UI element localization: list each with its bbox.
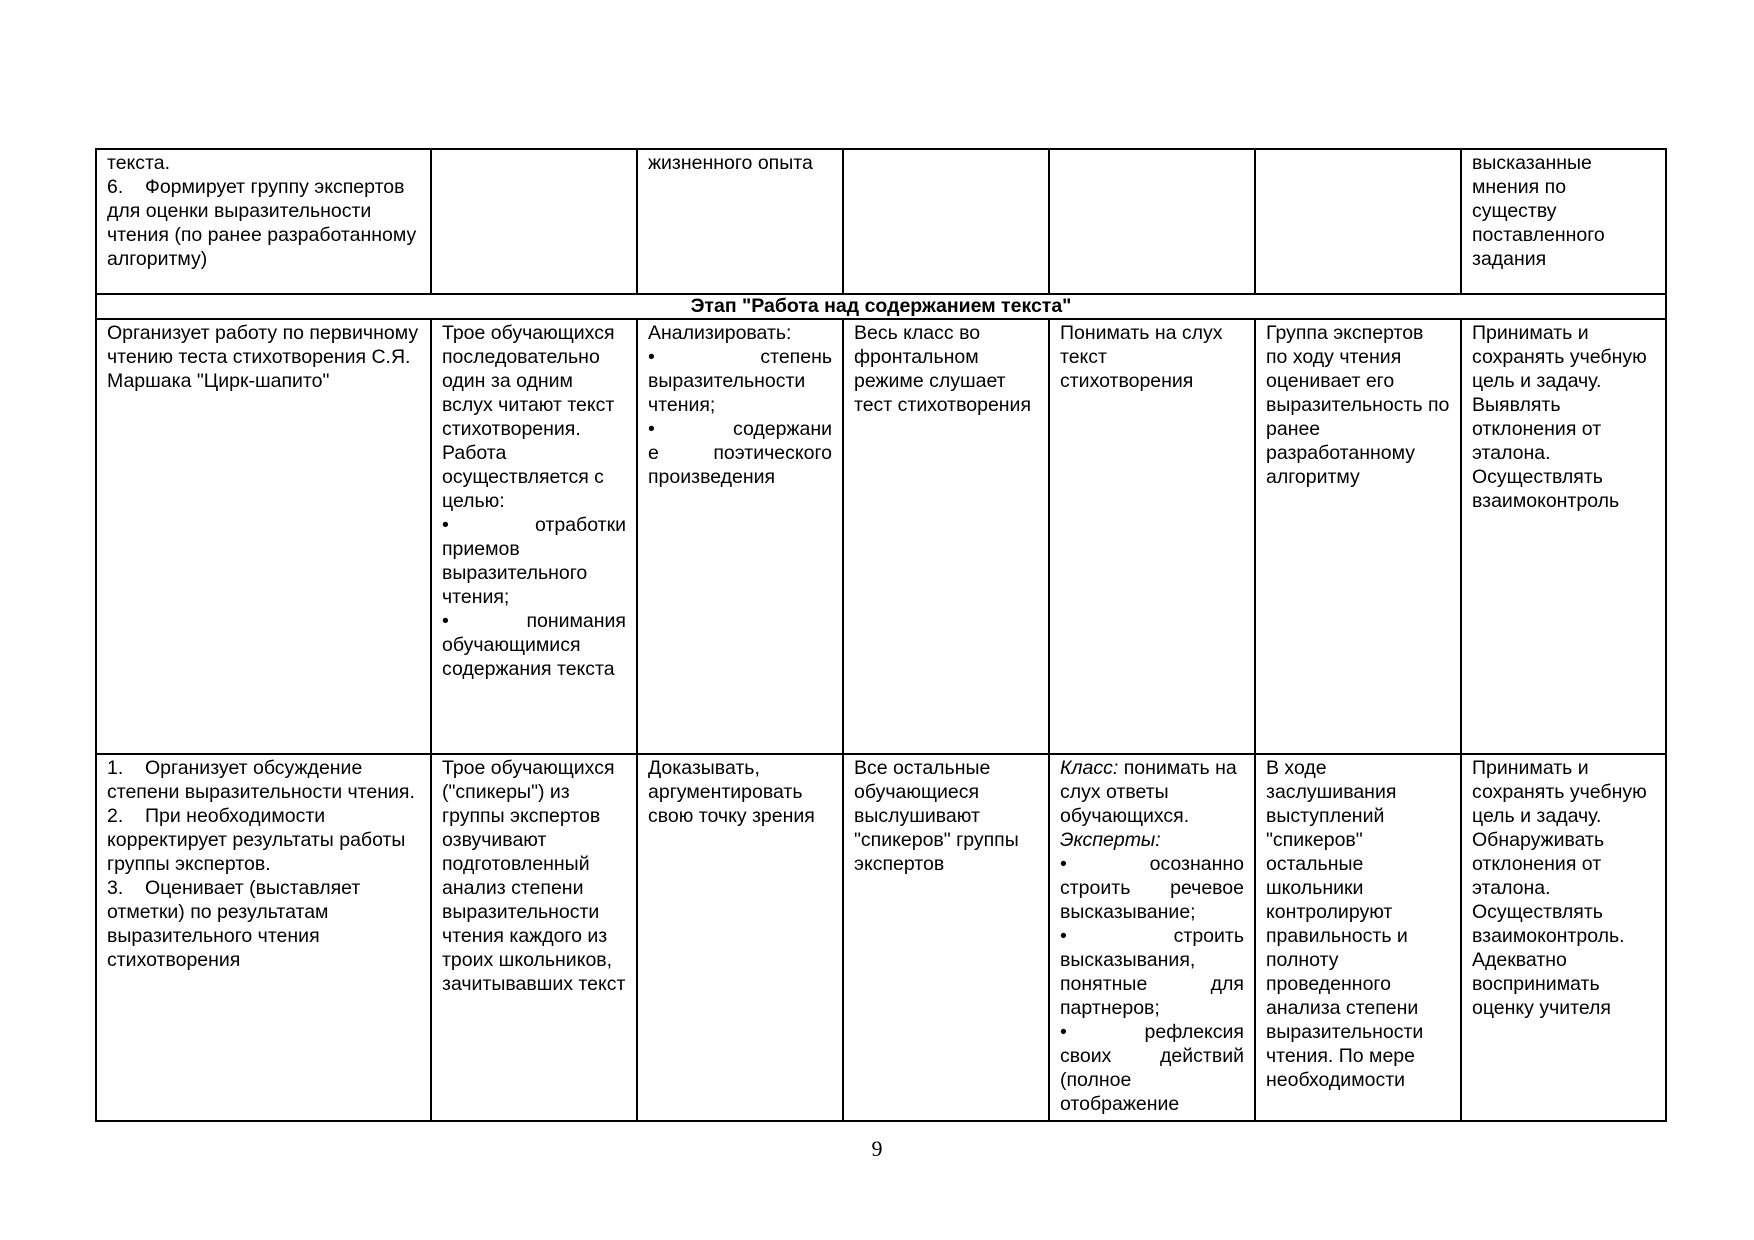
cell-text: Группа экспертов по ходу чтения оценивает его выразительность по ранее разработанному алгоритму bbox=[1255, 319, 1461, 754]
table-row bbox=[96, 319, 1666, 754]
class-label: Класс: bbox=[1060, 757, 1119, 779]
student-activity-cell bbox=[431, 149, 637, 294]
numbered-item: 2. При необходимости корректирует результаты работы группы экспертов. bbox=[107, 805, 406, 875]
bullet-item: • осознанно строить речевое высказывание; bbox=[1060, 853, 1244, 923]
bullet-item: • степень выразительности чтения; bbox=[648, 346, 832, 416]
subject-result-cell: Класс: понимать на слух ответы обучающихся. Эксперты: • осознанно строить речевое высказывание; • строить высказывания, понятные для партнеров; • рефлексия своих действий (полное отображение bbox=[1049, 754, 1255, 1121]
numbered-item: 3. Оценивает (выставляет отметки) по результатам выразительного чтения стихотворения bbox=[107, 877, 361, 971]
experts-label: Эксперты: bbox=[1060, 829, 1161, 851]
numbered-item: 6. Формирует группу экспертов для оценки выразительности чтения (по ранее разработанному алгоритму) bbox=[107, 176, 417, 270]
stage-header-row bbox=[96, 294, 1666, 319]
bullet-item: • рефлексия своих действий (полное отображение bbox=[1060, 1021, 1244, 1115]
student-activity-cell: Трое обучающихся последовательно один за одним вслух читают текст стихотворения. Работа осуществляется с целью: • отработки приемов выразительного чтения; • понимания обучающимися содержания текста bbox=[431, 319, 637, 754]
bullet-item: • отработки приемов выразительного чтения; bbox=[442, 514, 626, 608]
bullet-item: • понимания обучающимися содержания текста bbox=[442, 610, 626, 680]
cell-text: Принимать и сохранять учебную цель и задачу. Обнаруживать отклонения от эталона. Осуществлять взаимоконтроль. Адекватно воспринимать оценку учителя bbox=[1461, 754, 1666, 1121]
bullet-item: • содержани е поэтического произведения bbox=[648, 418, 832, 488]
bullet-item: • строить высказывания, понятные для партнеров; bbox=[1060, 925, 1244, 1019]
cell-text: текста. bbox=[107, 152, 171, 174]
cell-text: высказанные мнения по существу поставленного задания bbox=[1461, 149, 1666, 294]
teacher-activity-cell bbox=[96, 754, 431, 1121]
uud-cell: Анализировать: • степень выразительности чтения; • содержани е поэтического произведения bbox=[637, 319, 843, 754]
cell-text: Трое обучающихся ("спикеры") из группы экспертов озвучивают подготовленный анализ степени выразительности чтения каждого из троих школьников, зачитывавших текст bbox=[431, 754, 637, 1121]
cell-text: Все остальные обучающиеся выслушивают "спикеров" группы экспертов bbox=[843, 754, 1049, 1121]
cell-text: Понимать на слух текст стихотворения bbox=[1049, 319, 1255, 754]
lesson-table bbox=[95, 148, 1667, 1122]
cell-text: Весь класс во фронтальном режиме слушает тест стихотворения bbox=[843, 319, 1049, 754]
page-number: 9 bbox=[871, 1136, 883, 1161]
teacher-activity-cell bbox=[96, 149, 431, 294]
stage-title: Этап "Работа над содержанием текста" bbox=[96, 294, 1666, 319]
work-form-cell bbox=[843, 149, 1049, 294]
table-row bbox=[96, 754, 1666, 1121]
table-row bbox=[96, 149, 1666, 294]
numbered-item: 1. Организует обсуждение степени выразительности чтения. bbox=[107, 757, 415, 803]
cell-text: В ходе заслушивания выступлений "спикеров" остальные школьники контролируют правильность и полноту проведенного анализа степени выразительности чтения. По мере необходимости bbox=[1255, 754, 1461, 1121]
subject-result-cell bbox=[1049, 149, 1255, 294]
cell-text: Принимать и сохранять учебную цель и задачу. Выявлять отклонения от эталона. Осуществлять взаимоконтроль bbox=[1461, 319, 1666, 754]
cell-text: Доказывать, аргументировать свою точку зрения bbox=[637, 754, 843, 1121]
cell-text: жизненного опыта bbox=[637, 149, 843, 294]
cell-text: Организует работу по первичному чтению теста стихотворения С.Я. Маршака "Цирк-шапито" bbox=[96, 319, 431, 754]
control-cell bbox=[1255, 149, 1461, 294]
